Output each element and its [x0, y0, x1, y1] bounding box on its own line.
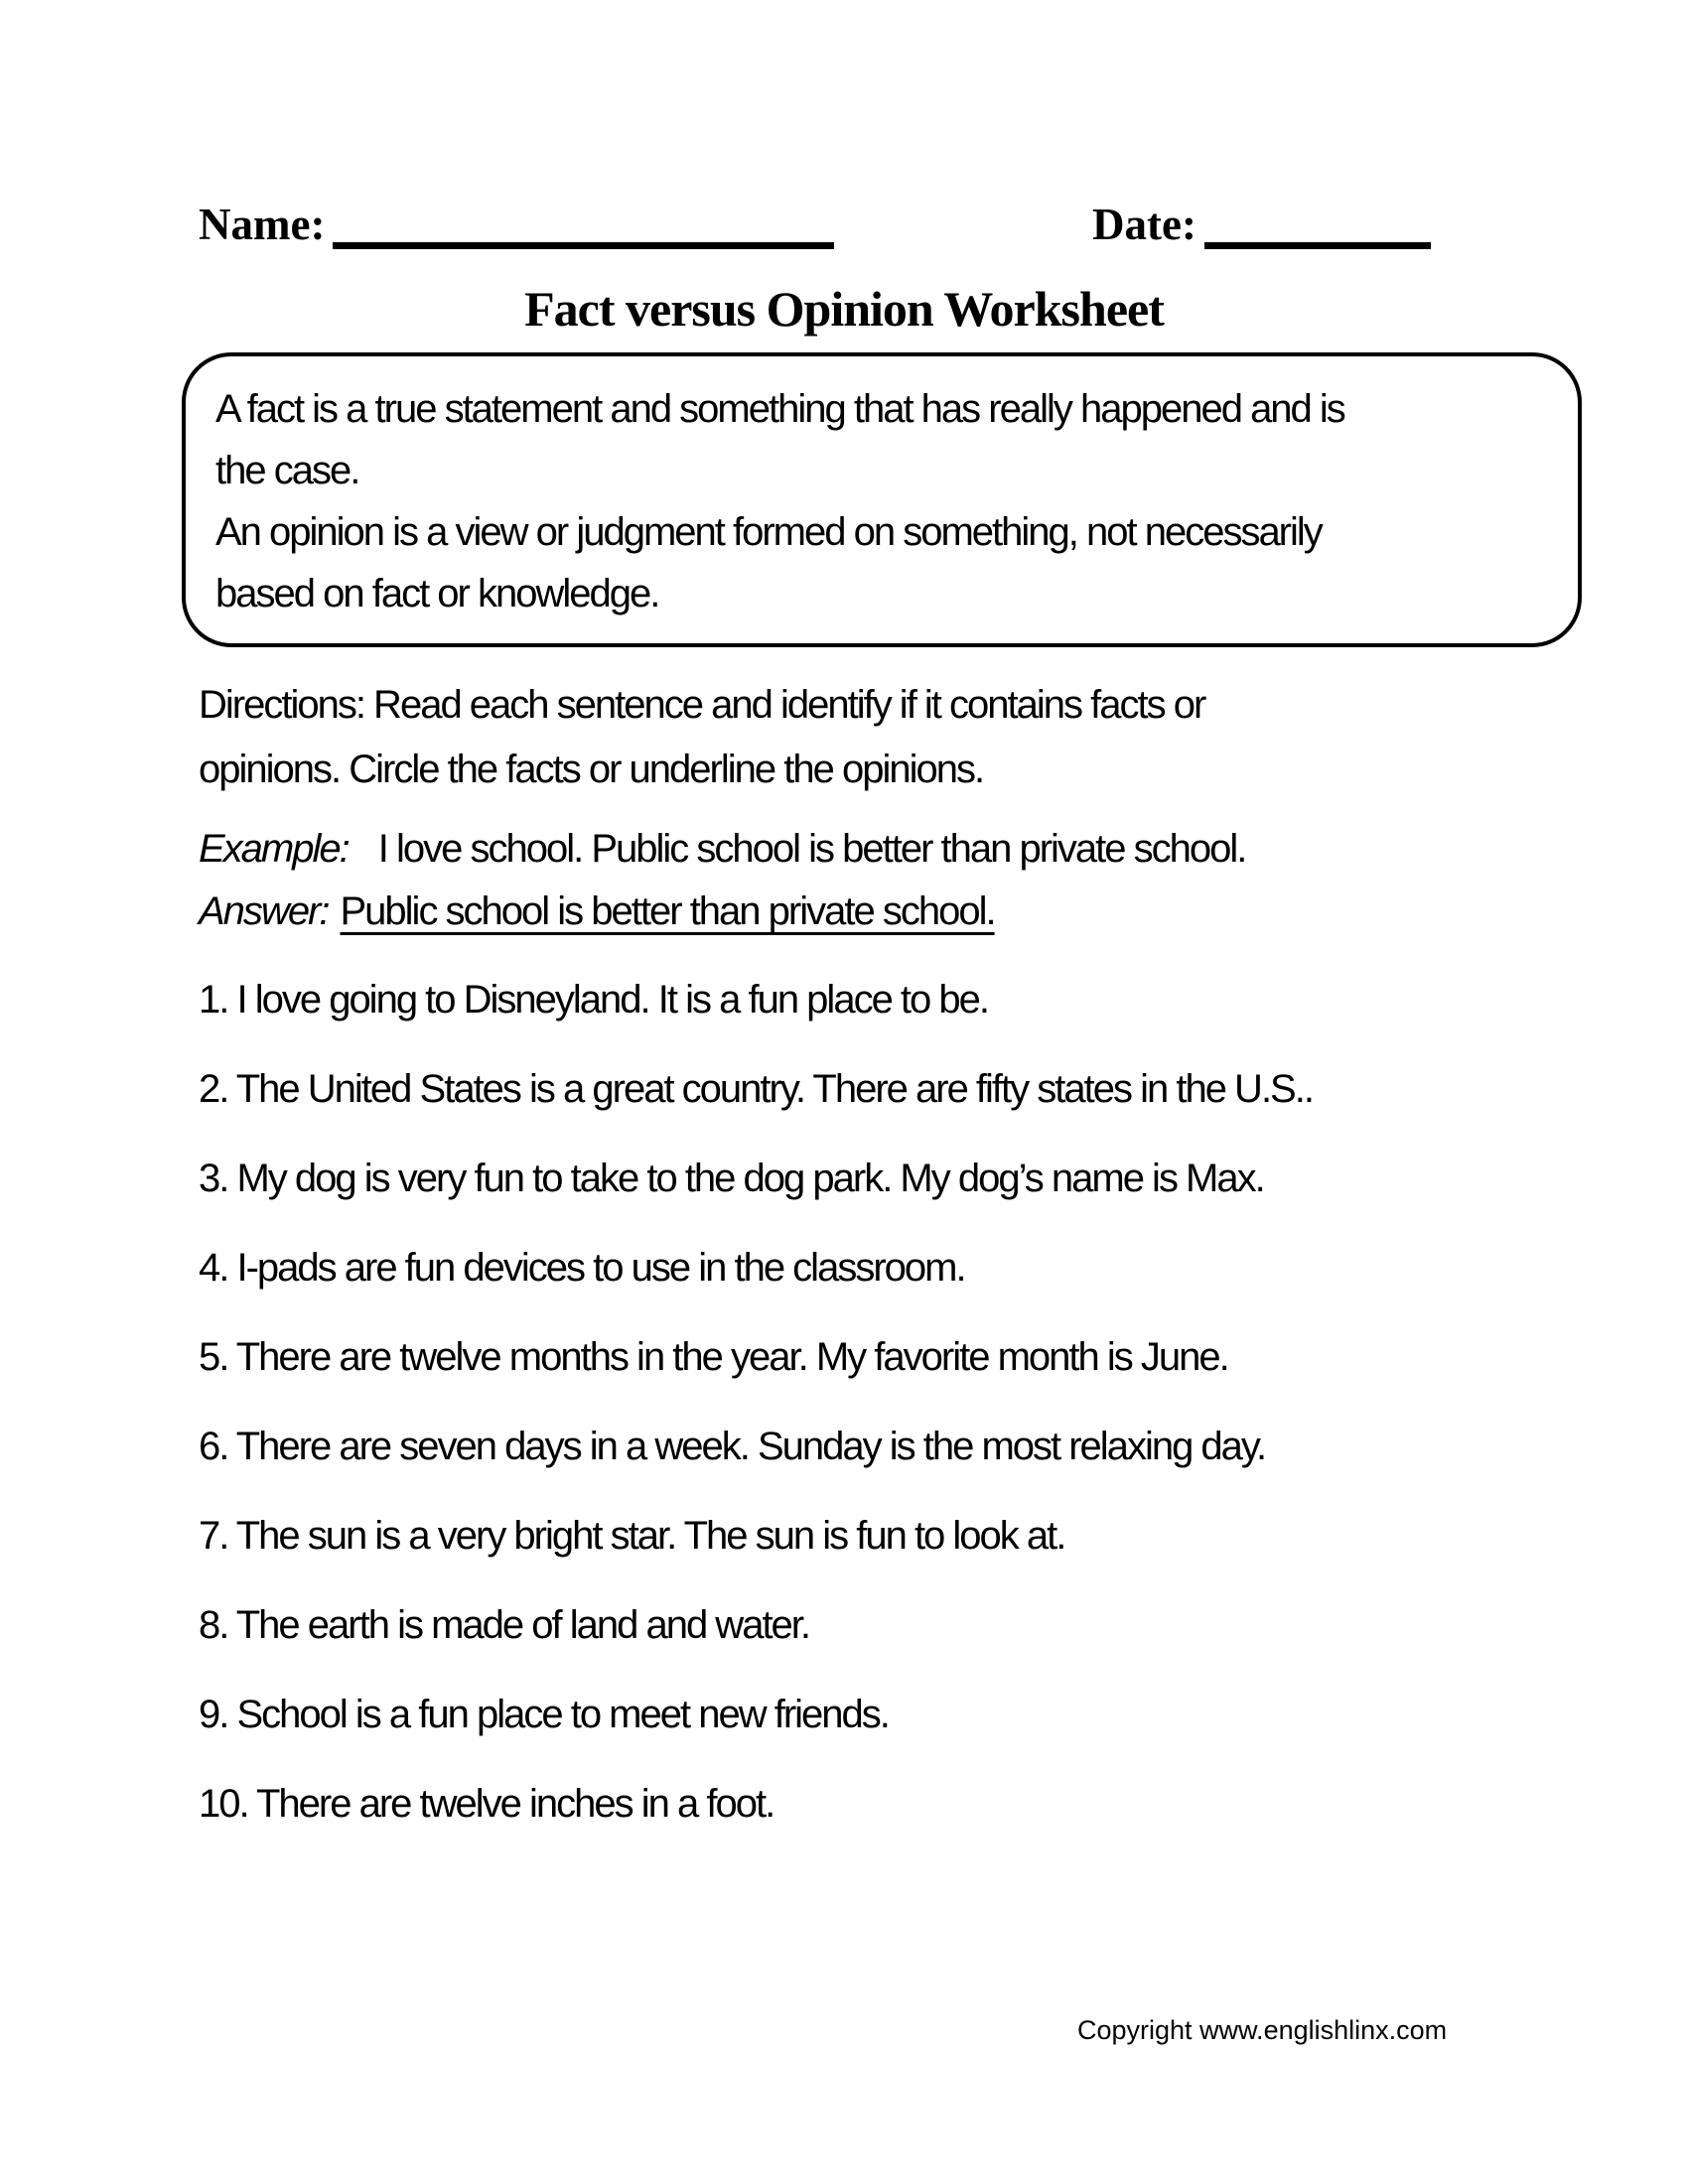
page-title: Fact versus Opinion Worksheet — [524, 281, 1164, 337]
worksheet-item: 9. School is a fun place to meet new friends. — [199, 1693, 889, 1736]
answer-label: Answer: — [199, 889, 329, 933]
worksheet-item: 4. I-pads are fun devices to use in the classroom. — [199, 1246, 965, 1290]
name-field-group — [199, 199, 834, 250]
answer-text: Public school is better than private school. — [340, 889, 995, 933]
definition-line-1: A fact is a true statement and something that has really happened and is — [215, 387, 1344, 431]
name-label: Name: — [199, 200, 326, 249]
definition-line-4: based on fact or knowledge. — [215, 572, 659, 615]
answer-row — [199, 889, 995, 934]
example-label: Example: — [199, 827, 349, 871]
definition-line-3: An opinion is a view or judgment formed on something, not necessarily — [215, 510, 1322, 554]
worksheet-item: 2. The United States is a great country. There are fifty states in the U.S.. — [199, 1067, 1313, 1111]
worksheet-item: 3. My dog is very fun to take to the dog park. My dog’s name is Max. — [199, 1157, 1264, 1200]
worksheet-item: 6. There are seven days in a week. Sunday is the most relaxing day. — [199, 1425, 1266, 1468]
date-label: Date: — [1092, 200, 1196, 249]
worksheet-item: 8. The earth is made of land and water. — [199, 1603, 810, 1647]
date-field-group — [1092, 199, 1431, 250]
sentence-list — [199, 955, 1313, 1848]
copyright-text: Copyright www.englishlinx.com — [1077, 2015, 1448, 2045]
directions-line-1: Directions: Read each sentence and identify if it contains facts or — [199, 683, 1205, 727]
definition-box — [182, 352, 1582, 647]
definition-line-2: the case. — [215, 449, 359, 492]
example-text: I love school. Public school is better than private school. — [377, 827, 1246, 871]
directions — [199, 673, 1204, 802]
worksheet-item: 7. The sun is a very bright star. The sun is fun to look at. — [199, 1514, 1065, 1558]
date-blank-line — [1204, 222, 1431, 249]
name-blank-line — [333, 222, 834, 249]
worksheet-item: 5. There are twelve months in the year. My favorite month is June. — [199, 1335, 1228, 1379]
example-row — [199, 827, 1245, 872]
worksheet-item: 10. There are twelve inches in a foot. — [199, 1782, 774, 1826]
directions-line-2: opinions. Circle the facts or underline the opinions. — [199, 748, 984, 791]
worksheet-item: 1. I love going to Disneyland. It is a fun place to be. — [199, 978, 988, 1022]
